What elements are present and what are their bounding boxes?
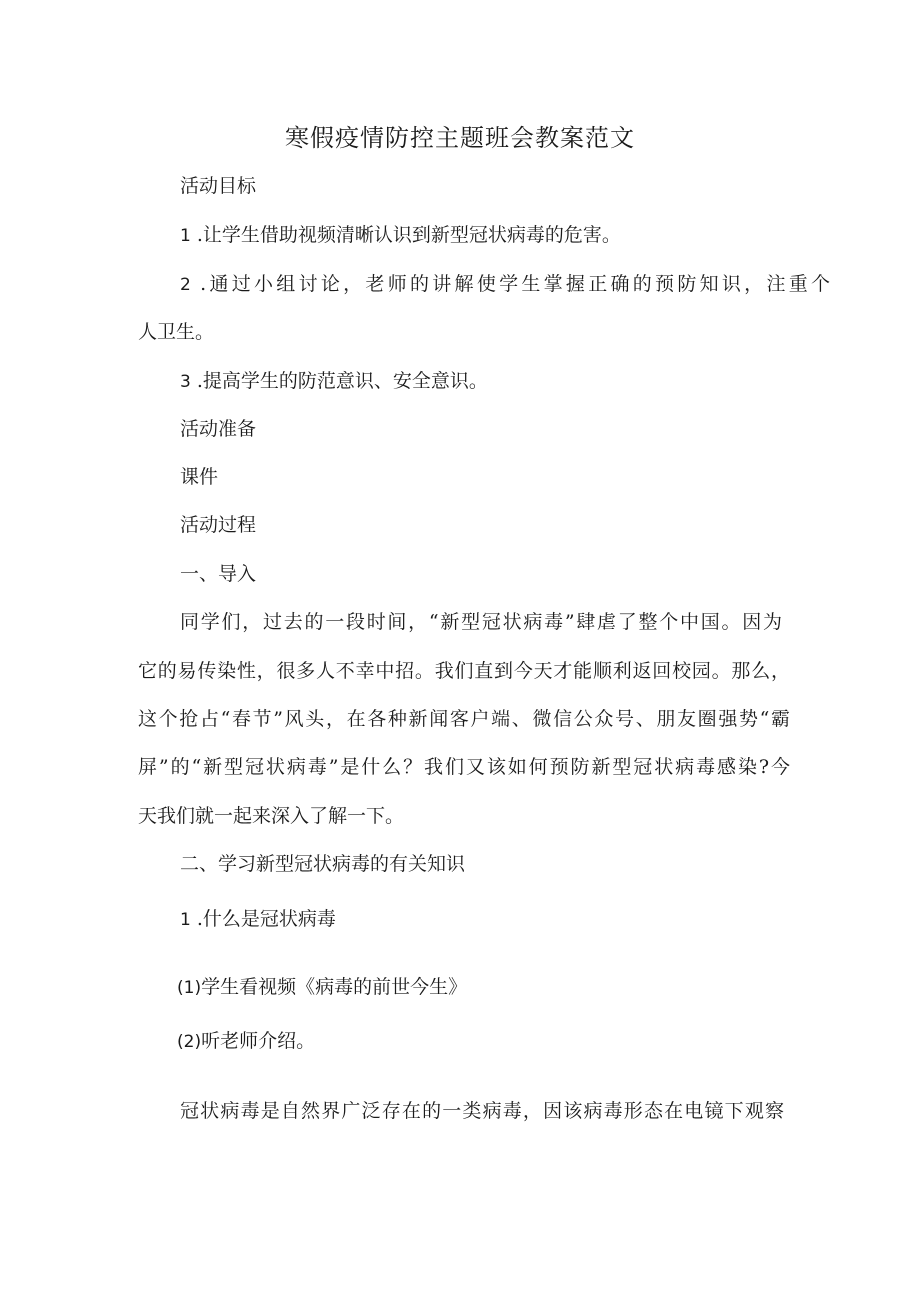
- goal-item-1-number: 1: [180, 226, 191, 246]
- document-title: 寒假疫情防控主题班会教案范文: [285, 124, 635, 152]
- part2-heading: 二、学习新型冠状病毒的有关知识: [180, 853, 466, 875]
- subsection-1-number: 1: [180, 910, 191, 930]
- intro-paragraph-line-4: 屏”的“新型冠状病毒”是什么？我们又该如何预防新型冠状病毒感染?今: [138, 756, 790, 778]
- part1-heading: 一、导入: [180, 563, 257, 585]
- goal-item-2-text-a: .通过小组讨论，老师的讲解使学生掌握正确的预防知识，注重个: [200, 273, 830, 295]
- step-2-number: (2): [177, 1032, 202, 1052]
- virus-description-line: 冠状病毒是自然界广泛存在的一类病毒，因该病毒形态在电镜下观察: [180, 1100, 784, 1122]
- goal-item-3: [180, 367, 488, 396]
- subsection-1: [180, 905, 336, 934]
- goal-item-3-text: .提高学生的防范意识、安全意识。: [196, 370, 488, 392]
- goal-item-2-number: 2: [180, 275, 191, 295]
- process-heading: 活动过程: [180, 514, 257, 536]
- goal-heading: 活动目标: [180, 175, 257, 197]
- prep-heading: 活动准备: [180, 418, 257, 440]
- intro-paragraph-line-5: 天我们就一起来深入了解一下。: [138, 805, 405, 827]
- step-2-text: 听老师介绍。: [201, 1030, 316, 1052]
- goal-item-2-line-2: 人卫生。: [138, 321, 215, 343]
- intro-paragraph-line-2: 它的易传染性，很多人不幸中招。我们直到今天才能顺利返回校园。那么，: [138, 660, 790, 682]
- intro-paragraph-line-3: 这个抢占“春节”风头，在各种新闻客户端、微信公众号、朋友圈强势“霸: [138, 708, 790, 730]
- step-1: [177, 973, 467, 1002]
- step-1-text: 学生看视频《病毒的前世今生》: [201, 976, 468, 998]
- intro-paragraph-line-1: 同学们，过去的一段时间，“新型冠状病毒”肆虐了整个中国。因为: [180, 611, 782, 633]
- goal-item-3-number: 3: [180, 372, 191, 392]
- goal-item-1-text: .让学生借助视频清晰认识到新型冠状病毒的危害。: [196, 224, 621, 246]
- goal-item-2-line-1: [180, 270, 830, 299]
- subsection-1-text: .什么是冠状病毒: [196, 908, 336, 930]
- prep-item: 课件: [180, 466, 219, 488]
- step-2: [177, 1027, 315, 1056]
- goal-item-1: [180, 221, 621, 250]
- step-1-number: (1): [177, 978, 202, 998]
